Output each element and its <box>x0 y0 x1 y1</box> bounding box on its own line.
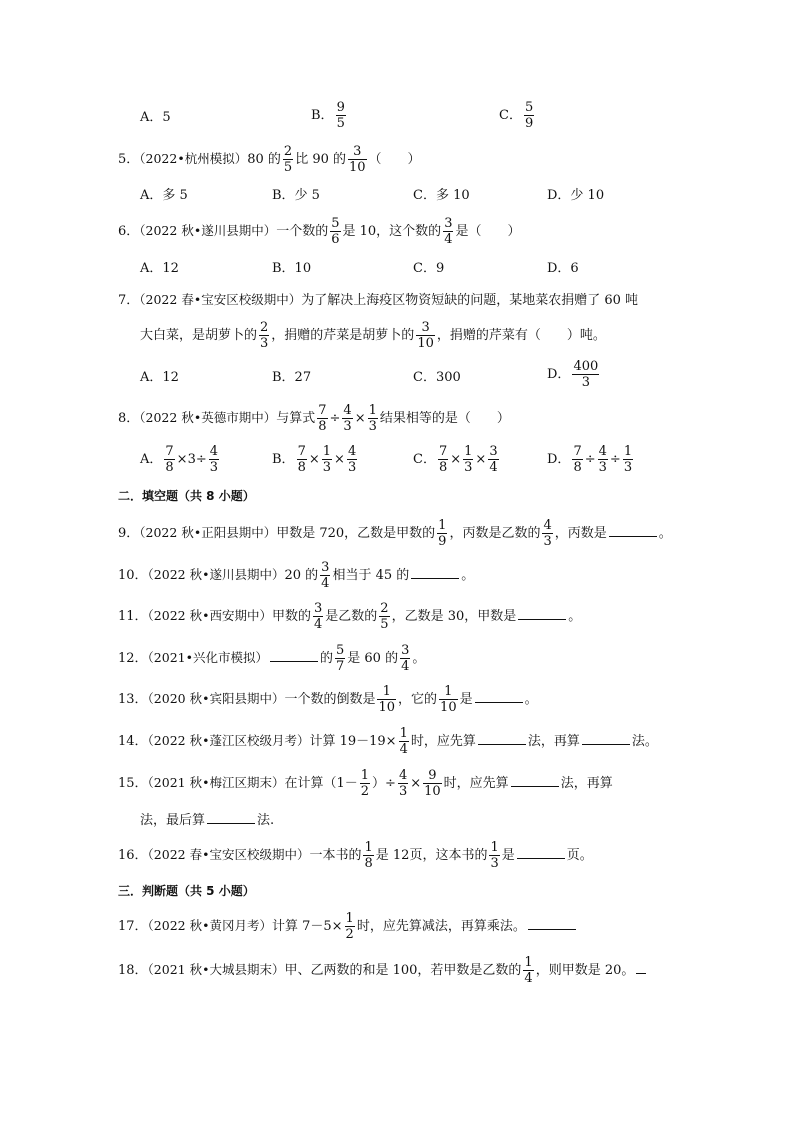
fraction: $\frac{1}{3}$ <box>368 403 377 434</box>
fraction: $\frac{3}{4}$ <box>444 216 453 247</box>
question-5: 5．（2022•杭州模拟）80 的 $\frac{2}{5}$ 比 90 的 $\frac{3}{10}$ （ ） <box>118 144 421 175</box>
q8-option-d: D． $\frac{7}{8}$ ÷ $\frac{4}{3}$ ÷ $\frac{1}{3}$ <box>547 444 633 475</box>
question-17: 17．（2022 秋•黄冈月考）计算 7－5× $\frac{1}{2}$ 时，应先算减法，再算乘法。 <box>118 912 578 941</box>
q5-option-c: C．多 10 <box>413 188 470 203</box>
answer-blank[interactable] <box>207 811 255 824</box>
q6-option-a: A．12 <box>140 261 179 276</box>
question-15-line-2: 法，最后算 法. <box>140 813 275 828</box>
fraction: $\frac{4}{3}$ <box>209 444 219 475</box>
answer-blank[interactable] <box>270 649 318 662</box>
question-8: 8．（2022 秋•英德市期中）与算式 $\frac{7}{8}$ ÷ $\frac{4}{3}$ × $\frac{1}{3}$ 结果相等的是（ ） <box>118 403 510 434</box>
fraction: $\frac{1}{3}$ <box>623 444 633 475</box>
fraction: $\frac{4}{3}$ <box>398 768 408 799</box>
fraction: $\frac{1}{4}$ <box>399 726 408 757</box>
fraction: $\frac{1}{4}$ <box>524 955 533 986</box>
fraction: $\frac{1}{9}$ <box>438 518 447 549</box>
fraction: $\frac{7}{8}$ <box>438 444 448 475</box>
q6-option-b: B．10 <box>272 261 312 276</box>
q5-option-b: B．少 5 <box>272 188 320 203</box>
answer-blank[interactable] <box>511 774 559 787</box>
q8-option-a: A． $\frac{7}{8}$ ×3÷ $\frac{4}{3}$ <box>140 444 219 475</box>
section-heading-fill-in: 二．填空题（共 8 小题） <box>118 489 255 503</box>
fraction: $\frac{4}{3}$ <box>543 518 552 549</box>
fraction: $\frac{4}{3}$ <box>598 444 607 475</box>
question-11: 11．（2022 秋•西安期中）甲数的 $\frac{3}{4}$ 是乙数的 $\frac{2}{5}$ ，乙数是 30，甲数是 。 <box>118 601 582 632</box>
question-14: 14．（2022 秋•蓬江区校级月考）计算 19－19× $\frac{1}{4}$ 时，应先算 法，再算 法。 <box>118 726 658 757</box>
question-9: 9．（2022 秋•正阳县期中）甲数是 720，乙数是甲数的 $\frac{1}{9}$ ，丙数是乙数的 $\frac{4}{3}$ ，丙数是 。 <box>118 518 672 549</box>
fraction: $\frac{3}{4}$ <box>489 444 498 475</box>
question-7-line-1: 7．（2022 春•宝安区校级期中）为了解决上海疫区物资短缺的问题，某地菜农捐赠了 60 吨 <box>118 292 639 308</box>
fraction: $\frac{1}{2}$ <box>360 768 370 799</box>
fraction: $\frac{3}{10}$ <box>349 144 366 175</box>
fraction: $\frac{7}{8}$ <box>165 444 174 475</box>
fraction: $\frac{1}{10}$ <box>378 684 396 715</box>
fraction: $\frac{1}{8}$ <box>364 840 373 871</box>
answer-blank[interactable] <box>528 917 576 930</box>
fraction: $\frac{3}{4}$ <box>321 560 330 591</box>
fraction: $\frac{3}{4}$ <box>401 643 410 674</box>
q7-option-d: D． $\frac{400}{3}$ <box>547 359 599 390</box>
answer-blank[interactable] <box>478 732 526 745</box>
q8-option-b: B． $\frac{7}{8}$ × $\frac{1}{3}$ × $\frac{4}{3}$ <box>272 444 357 475</box>
answer-blank[interactable] <box>636 961 646 974</box>
fraction: $\frac{1}{3}$ <box>322 444 332 475</box>
fraction: $\frac{400}{3}$ <box>573 359 599 390</box>
question-7-line-2: 大白菜，是胡萝卜的 $\frac{2}{3}$ ，捐赠的芹菜是胡萝卜的 $\frac{3}{10}$ ，捐赠的芹菜有（ ）吨。 <box>140 320 606 351</box>
fraction: $\frac{9}{5}$ <box>336 100 345 131</box>
q4-option-a: A．5 <box>140 110 171 125</box>
question-16: 16．（2022 春•宝安区校级期中）一本书的 $\frac{1}{8}$ 是 12页，这本书的 $\frac{1}{3}$ 是 页。 <box>118 840 593 871</box>
q7-option-b: B．27 <box>272 370 312 385</box>
fraction: $\frac{3}{10}$ <box>417 320 434 351</box>
answer-blank[interactable] <box>411 566 459 579</box>
fraction: $\frac{1}{3}$ <box>464 444 473 475</box>
fraction: $\frac{5}{9}$ <box>524 100 534 131</box>
question-12: 12．（2021•兴化市模拟） 的 $\frac{5}{7}$ 是 60 的 $\frac{3}{4}$ 。 <box>118 643 426 674</box>
fraction: $\frac{7}{8}$ <box>318 403 327 434</box>
fraction: $\frac{1}{3}$ <box>490 840 499 871</box>
q7-option-c: C．300 <box>413 370 461 385</box>
q8-option-c: C． $\frac{7}{8}$ × $\frac{1}{3}$ × $\frac{3}{4}$ <box>413 444 498 475</box>
question-13: 13．（2020 秋•宾阳县期中）一个数的倒数是 $\frac{1}{10}$ ，它的 $\frac{1}{10}$ 是 。 <box>118 684 538 715</box>
option-label: C． <box>499 108 522 123</box>
fraction: $\frac{4}{3}$ <box>347 444 357 475</box>
answer-blank[interactable] <box>518 607 566 620</box>
answer-blank[interactable] <box>582 732 630 745</box>
answer-blank[interactable] <box>475 690 523 703</box>
question-10: 10．（2022 秋•遂川县期中）20 的 $\frac{3}{4}$ 相当于 45 的 。 <box>118 560 475 591</box>
fraction: $\frac{5}{7}$ <box>336 643 345 674</box>
q6-option-c: C．9 <box>413 261 445 276</box>
q4-option-c <box>499 101 536 130</box>
question-15-line-1: 15．（2021 秋•梅江区期末）在计算（1－ $\frac{1}{2}$ ）÷ $\frac{4}{3}$ × $\frac{9}{10}$ 时，应先算 法，再算 <box>118 768 613 799</box>
section-heading-true-false: 三．判断题（共 5 小题） <box>118 884 255 898</box>
fraction: $\frac{9}{10}$ <box>424 768 441 799</box>
fraction: $\frac{4}{3}$ <box>343 403 352 434</box>
fraction: $\frac{1}{10}$ <box>440 684 457 715</box>
question-6: 6．（2022 秋•遂川县期中）一个数的 $\frac{5}{6}$ 是 10，这个数的 $\frac{3}{4}$ 是（ ） <box>118 216 521 247</box>
option-label: B． <box>311 108 334 123</box>
fraction: $\frac{5}{6}$ <box>331 216 340 247</box>
q6-option-d: D．6 <box>547 261 579 276</box>
answer-blank[interactable] <box>609 524 657 537</box>
answer-blank[interactable] <box>517 846 565 859</box>
fraction: $\frac{2}{5}$ <box>380 601 389 632</box>
fraction: $\frac{1}{2}$ <box>345 911 354 942</box>
q5-option-d: D．少 10 <box>547 188 605 203</box>
fraction: $\frac{2}{3}$ <box>260 320 269 351</box>
fraction: $\frac{7}{8}$ <box>573 444 582 475</box>
fraction: $\frac{3}{4}$ <box>313 601 323 632</box>
q5-option-a: A．多 5 <box>140 188 188 203</box>
question-18: 18．（2021 秋•大城县期末）甲、乙两数的和是 100，若甲数是乙数的 $\frac{1}{4}$ ，则甲数是 20。 <box>118 956 648 985</box>
q7-option-a: A．12 <box>140 370 179 385</box>
fraction: $\frac{2}{5}$ <box>283 144 293 175</box>
q4-option-b <box>311 101 348 130</box>
fraction: $\frac{7}{8}$ <box>297 444 306 475</box>
